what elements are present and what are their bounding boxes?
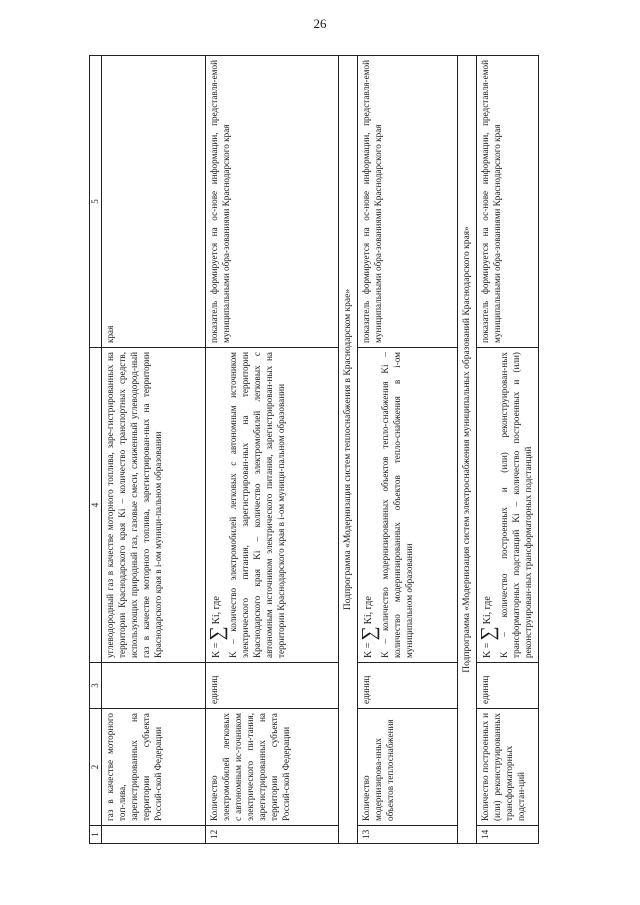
data-source: показатель формируется на ос-нове информации, представля-емой муниципальными обра-зованиями Краснодарского края xyxy=(477,56,539,348)
indicator-name: Количество построенных и (или) реконструированных трансформаторных подстан-ций xyxy=(477,709,539,826)
indicator-name: Количество модернизирова-нных объектов теплоснабжения xyxy=(358,709,458,826)
unit xyxy=(102,663,206,709)
formula-lhs: K = xyxy=(482,642,493,658)
row-number xyxy=(102,826,206,844)
calculation-method xyxy=(358,348,458,663)
unit: единиц xyxy=(477,663,539,709)
header-col-4: 4 xyxy=(90,348,102,663)
sum-formula xyxy=(208,352,226,658)
formula-suffix: , где xyxy=(363,596,374,615)
formula-variable: Ki xyxy=(482,614,493,625)
formula-suffix: , где xyxy=(482,596,493,615)
row-number: 14 xyxy=(477,826,539,844)
unit: единиц xyxy=(358,663,458,709)
sum-symbol: ∑ xyxy=(206,626,228,641)
formula-suffix: , где xyxy=(211,596,222,615)
table-row-14 xyxy=(477,56,539,844)
data-source: края xyxy=(102,56,206,348)
sum-formula xyxy=(360,352,378,658)
rotated-table-wrapper xyxy=(89,56,533,844)
formula-variable: Ki xyxy=(211,614,222,625)
sum-formula xyxy=(479,352,497,658)
indicator-name: газ в качестве моторного топ-лива, зарегистрированных на территории субъекта Россий-ской Федерации xyxy=(102,709,206,826)
sum-symbol: ∑ xyxy=(477,626,499,641)
unit: единиц xyxy=(206,663,339,709)
rotated-table-area xyxy=(89,56,533,844)
calculation-method xyxy=(477,348,539,663)
page-number: 26 xyxy=(313,16,327,31)
subprogram-heat-title: Подпрограмма «Модернизация систем теплоснабжения в Краснодарском крае» xyxy=(339,56,358,844)
data-source: показатель формируется на ос-нове информации, представля-емой муниципальными обра-зованиями Краснодарского края xyxy=(358,56,458,348)
method-text: K – количество электромобилей легковых с автономным источником электрического питания, зарегистрирован-ных на территории Краснодарского края Ki – количество электромобилей легковых с автономным источником электрического питания, зарегистрирован-ных на территории Краснодарского края в i-ом муници-пальном образовании xyxy=(228,352,286,658)
sum-symbol: ∑ xyxy=(358,626,380,641)
subprogram-heat-row xyxy=(339,56,358,844)
table-row-13 xyxy=(358,56,458,844)
table-row-12 xyxy=(206,56,339,844)
row-number: 12 xyxy=(206,826,339,844)
header-col-5: 5 xyxy=(90,56,102,348)
formula-lhs: K = xyxy=(211,642,222,658)
calculation-method xyxy=(206,348,339,663)
indicators-table xyxy=(89,55,539,844)
indicator-name: Количество электромобилей легковых с автономным ис-точником электрического пи-тания, зарегистрированных на территории субъекта Россий-ской Федерации xyxy=(206,709,339,826)
header-col-3: 3 xyxy=(90,663,102,709)
calculation-method: углеводородный газ в качестве моторного топлива, заре-гистрированных на территории Краснодарского края Ki – количество транспортных средств, использующих природный газ, газовые смеси, сжиженный углеводород-ный газ в качестве моторного топлива, зарегистрирован-ных на территории Краснодарского края в i-ом муници-пальном образовании xyxy=(102,348,206,663)
header-row xyxy=(90,56,102,844)
method-text: K – количество построенных и (или) реконструирован-ных трансформаторных подстанций Ki – количество построенных и (или) реконструирован-ных трансформаторных подстанций xyxy=(499,352,533,658)
table-row-continuation xyxy=(102,56,206,844)
formula-lhs: K = xyxy=(363,642,374,658)
method-text: K – количество модернизированных объектов тепло-снабжения Ki – количество модернизированных объектов тепло-снабжения в i-ом муниципальном образовании xyxy=(380,352,414,658)
header-col-1: 1 xyxy=(90,826,102,844)
subprogram-power-row xyxy=(458,56,477,844)
subprogram-power-title: Подпрограмма «Модернизация систем электроснабжения муниципальных образований Краснодарского края» xyxy=(458,56,477,844)
header-col-2: 2 xyxy=(90,709,102,826)
data-source: показатель формируется на ос-нове информации, представля-емой муниципальными обра-зованиями Краснодарского края xyxy=(206,56,339,348)
row-number: 13 xyxy=(358,826,458,844)
formula-variable: Ki xyxy=(363,614,374,625)
